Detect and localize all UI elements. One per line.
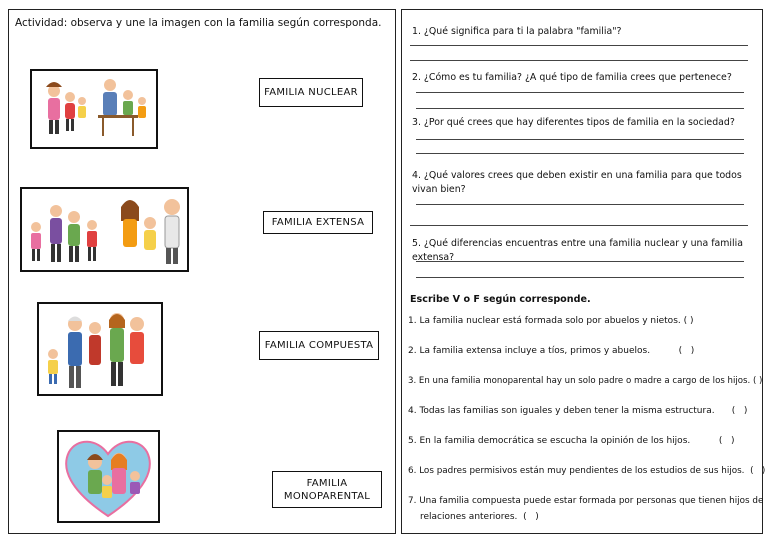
answer-line [416, 261, 744, 262]
answer-line [410, 225, 748, 226]
label-familia-compuesta: FAMILIA COMPUESTA [259, 331, 379, 360]
tf-item-5: 5. En la familia democrática se escucha la opinión de los hijos. ( ) [408, 436, 735, 446]
tf-item-7-cont: relaciones anteriores. ( ) [420, 512, 539, 522]
tf-item-3: 3. En una familia monoparental hay un solo padre o madre a cargo de los hijos. ( ) [408, 376, 763, 386]
activity-instruction: Actividad: observa y une la imagen con la familia según corresponda. [15, 17, 382, 29]
question-5: 5. ¿Qué diferencias encuentras entre una familia nuclear y una familia extensa? [412, 238, 743, 263]
question-3: 3. ¿Por qué crees que hay diferentes tipos de familia en la sociedad? [412, 117, 735, 128]
answer-line [416, 139, 744, 140]
answer-line [416, 108, 744, 109]
picture-nuclear-family [30, 69, 158, 149]
tf-item-4: 4. Todas las familias son iguales y deben tener la misma estructura. ( ) [408, 406, 748, 416]
answer-line [416, 92, 744, 93]
question-2: 2. ¿Cómo es tu familia? ¿A qué tipo de familia crees que pertenece? [412, 72, 732, 83]
picture-extended-family [20, 187, 189, 272]
answer-line [416, 204, 744, 205]
answer-line [416, 277, 744, 278]
answer-line [410, 45, 748, 46]
label-familia-monoparental: FAMILIA MONOPARENTAL [272, 471, 382, 508]
matching-activity-panel [8, 9, 396, 534]
label-familia-extensa: FAMILIA EXTENSA [263, 211, 373, 234]
family-illustration-2 [22, 189, 187, 270]
questions-panel [401, 9, 766, 534]
tf-item-1: 1. La familia nuclear está formada solo por abuelos y nietos. ( ) [408, 316, 694, 326]
tf-item-7: 7. Una familia compuesta puede estar formada por personas que tienen hijos de [408, 496, 764, 506]
family-illustration-3 [39, 304, 161, 394]
tf-item-6: 6. Los padres permisivos están muy pendientes de los estudios de sus hijos. ( ) [408, 466, 766, 476]
answer-line [416, 153, 744, 154]
question-1: 1. ¿Qué significa para ti la palabra "familia"? [412, 26, 622, 37]
heart-family-illustration [59, 432, 158, 521]
tf-item-2: 2. La familia extensa incluye a tíos, primos y abuelos. ( ) [408, 346, 695, 356]
picture-single-parent-family [57, 430, 160, 523]
true-false-heading: Escribe V o F según corresponde. [410, 294, 591, 305]
question-4: 4. ¿Qué valores crees que deben existir en una familia para que todos vivan bien? [412, 170, 742, 195]
answer-line [410, 60, 748, 61]
family-illustration-1 [32, 71, 156, 147]
label-familia-nuclear: FAMILIA NUCLEAR [259, 78, 363, 107]
picture-compound-family [37, 302, 163, 396]
